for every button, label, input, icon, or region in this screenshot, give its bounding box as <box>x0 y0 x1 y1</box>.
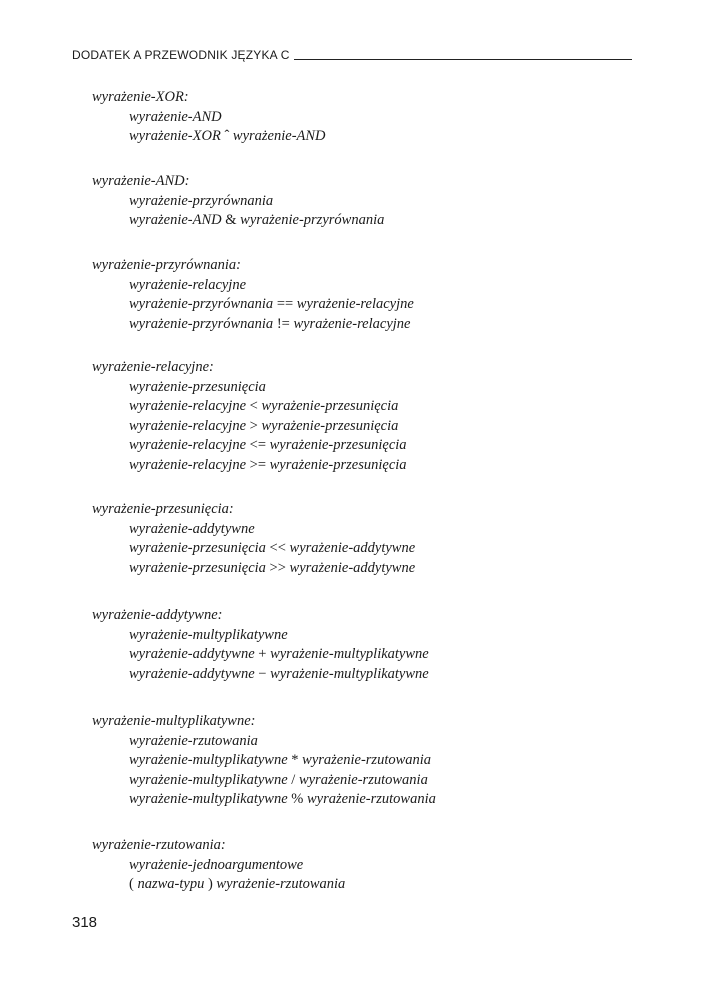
operator-token: << <box>265 540 290 556</box>
operator-token: < <box>246 398 262 414</box>
nonterminal-token: wyrażenie-addytywne <box>129 646 255 662</box>
nonterminal-token: wyrażenie-przesunięcia <box>129 559 266 576</box>
nonterminal-token: wyrażenie-relacyjne <box>129 276 247 293</box>
rule-head: wyrażenie-rzutowania: <box>92 837 226 853</box>
rule-alternative <box>92 645 429 665</box>
nonterminal-token: wyrażenie-XOR <box>129 128 221 144</box>
rule-alternative <box>92 456 407 476</box>
nonterminal-token: wyrażenie-rzutowania <box>302 752 432 768</box>
nonterminal-token: wyrażenie-rzutowania <box>298 771 428 788</box>
operator-token: ) <box>204 876 217 892</box>
nonterminal-token: wyrażenie-przesunięcia <box>269 456 407 473</box>
nonterminal-token: wyrażenie-przesunięcia <box>129 540 266 556</box>
grammar-rule <box>92 606 429 684</box>
nonterminal-token: wyrażenie-multyplikatywne <box>129 771 288 788</box>
grammar-rule <box>92 712 436 810</box>
operator-token: != <box>273 315 294 332</box>
nonterminal-token: wyrażenie-multyplikatywne <box>129 791 288 807</box>
operator-token: / <box>287 771 299 788</box>
nonterminal-token: wyrażenie-przyrównania <box>129 315 274 332</box>
grammar-rule <box>92 256 414 334</box>
nonterminal-token: wyrażenie-multyplikatywne <box>270 646 429 662</box>
grammar-rule <box>92 88 326 147</box>
operator-token: + <box>254 646 271 662</box>
rule-head: wyrażenie-XOR: <box>92 89 189 105</box>
operator-token: * <box>287 752 303 768</box>
rule-alternative <box>92 108 326 128</box>
operator-token: & <box>221 212 241 228</box>
nonterminal-token: wyrażenie-przyrównania <box>240 212 385 228</box>
rule-alternative <box>92 276 414 296</box>
rule-alternative <box>92 751 436 771</box>
rule-alternative <box>92 626 429 646</box>
operator-token: − <box>254 665 271 682</box>
grammar-rule <box>92 500 415 578</box>
rule-alternative <box>92 539 415 559</box>
nonterminal-token: wyrażenie-multyplikatywne <box>129 626 288 643</box>
operator-token: <= <box>246 437 270 453</box>
rule-head: wyrażenie-relacyjne: <box>92 359 214 375</box>
rule-alternative <box>92 559 415 579</box>
nonterminal-token: wyrażenie-multyplikatywne <box>129 752 288 768</box>
operator-token: > <box>246 417 262 434</box>
rule-alternative <box>92 211 384 231</box>
rule-alternative <box>92 875 345 895</box>
nonterminal-token: wyrażenie-addytywne <box>129 665 255 682</box>
nonterminal-token: wyrażenie-rzutowania <box>307 791 436 807</box>
rule-alternative <box>92 192 384 212</box>
operator-token: ˆ <box>220 128 233 144</box>
grammar-rule <box>92 358 407 475</box>
nonterminal-token: wyrażenie-relacyjne <box>293 315 411 332</box>
operator-token: >= <box>246 456 270 473</box>
nonterminal-token: wyrażenie-jednoargumentowe <box>129 856 304 873</box>
nonterminal-token: wyrażenie-relacyjne <box>129 417 247 434</box>
nonterminal-token: wyrażenie-przesunięcia <box>269 437 407 453</box>
nonterminal-token: wyrażenie-przyrównania <box>129 192 274 209</box>
rule-head: wyrażenie-multyplikatywne: <box>92 713 256 729</box>
rule-alternative <box>92 436 407 456</box>
grammar-rule <box>92 836 345 895</box>
rule-alternative <box>92 665 429 685</box>
rule-alternative <box>92 856 345 876</box>
rule-alternative <box>92 397 407 417</box>
page-number: 318 <box>72 914 98 931</box>
rule-alternative <box>92 315 414 335</box>
rule-alternative <box>92 732 436 752</box>
nonterminal-token: wyrażenie-addytywne <box>129 520 255 537</box>
nonterminal-token: wyrażenie-przesunięcia <box>261 398 399 414</box>
grammar-rule <box>92 172 384 231</box>
rule-alternative <box>92 771 436 791</box>
rule-head: wyrażenie-przyrównania: <box>92 257 242 273</box>
nonterminal-token: wyrażenie-relacyjne <box>129 437 247 453</box>
nonterminal-token: wyrażenie-multyplikatywne <box>270 665 429 682</box>
operator-token: ( <box>129 876 138 892</box>
nonterminal-token: wyrażenie-addytywne <box>289 540 416 556</box>
rule-alternative <box>92 520 415 540</box>
nonterminal-token: wyrażenie-AND <box>129 212 222 228</box>
nonterminal-token: wyrażenie-rzutowania <box>216 876 346 892</box>
rule-head: wyrażenie-addytywne: <box>92 607 223 623</box>
operator-token: == <box>273 296 297 312</box>
rule-alternative <box>92 378 407 398</box>
nonterminal-token: wyrażenie-AND <box>232 128 326 144</box>
nonterminal-token: wyrażenie-AND <box>129 108 222 125</box>
running-header-title: DODATEK A PRZEWODNIK JĘZYKA C <box>72 48 290 62</box>
running-header <box>72 46 632 62</box>
operator-token: % <box>287 791 307 807</box>
rule-head: wyrażenie-AND: <box>92 173 190 189</box>
nonterminal-token: wyrażenie-relacyjne <box>129 398 247 414</box>
nonterminal-token: nazwa-typu <box>137 876 205 892</box>
rule-alternative <box>92 417 407 437</box>
rule-alternative <box>92 127 326 147</box>
header-rule <box>294 59 632 60</box>
nonterminal-token: wyrażenie-przesunięcia <box>129 378 266 395</box>
rule-head: wyrażenie-przesunięcia: <box>92 501 234 517</box>
nonterminal-token: wyrażenie-przyrównania <box>129 296 274 312</box>
rule-alternative <box>92 790 436 810</box>
operator-token: >> <box>265 559 290 576</box>
nonterminal-token: wyrażenie-przesunięcia <box>261 417 399 434</box>
nonterminal-token: wyrażenie-relacyjne <box>296 296 414 312</box>
nonterminal-token: wyrażenie-addytywne <box>289 559 416 576</box>
rule-alternative <box>92 295 414 315</box>
nonterminal-token: wyrażenie-rzutowania <box>129 732 258 749</box>
nonterminal-token: wyrażenie-relacyjne <box>129 456 247 473</box>
